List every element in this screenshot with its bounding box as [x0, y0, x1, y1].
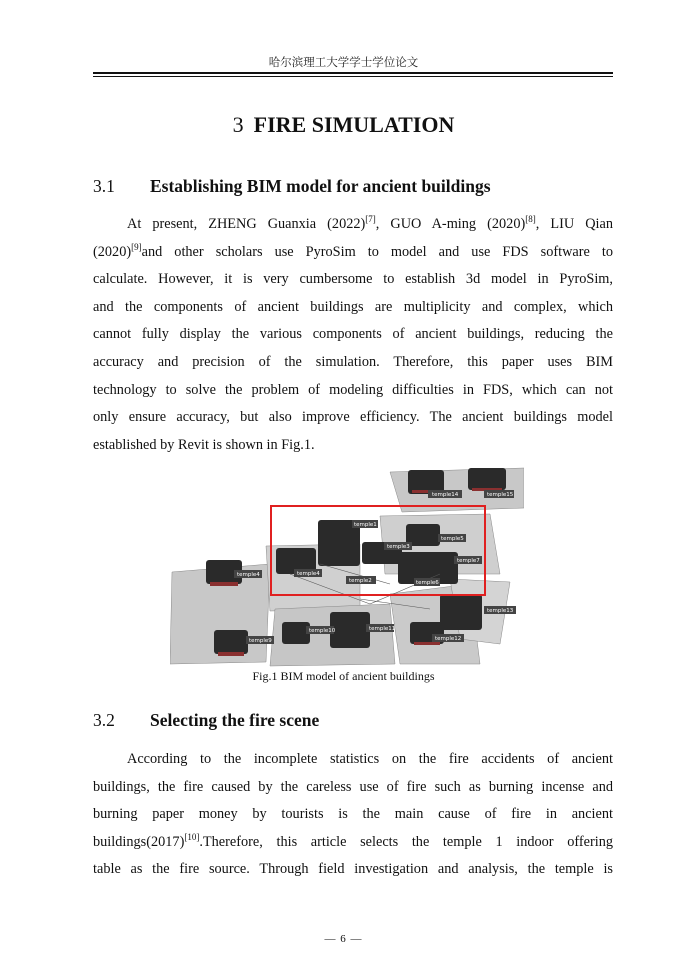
building — [440, 594, 482, 630]
citation: [8] — [525, 214, 536, 225]
section-title: Establishing BIM model for ancient buildings — [150, 176, 491, 196]
section-title: Selecting the fire scene — [150, 710, 320, 730]
paragraph-fire-scene — [93, 746, 613, 884]
header-rule-thin — [93, 76, 613, 77]
label-temple4: temple4 — [297, 571, 320, 577]
building — [330, 612, 370, 648]
label-temple9: temple9 — [249, 638, 272, 644]
building-base — [210, 582, 238, 586]
citation: [7] — [365, 214, 376, 225]
text-line: technology to solve the problem of modeling difficulties in FDS, which can not — [93, 381, 613, 398]
label-temple10: temple10 — [309, 628, 336, 634]
text-line: calculate. However, it is very cumbersome to establish 3d model in PyroSim, — [93, 271, 613, 288]
label-temple4-left: temple4 — [237, 572, 260, 578]
bim-model-figure — [170, 464, 524, 668]
figure-caption: Fig.1 BIM model of ancient buildings — [252, 669, 435, 683]
header-rule-thick — [93, 72, 613, 74]
label-temple5: temple5 — [441, 536, 464, 542]
label-temple11: temple11 — [369, 626, 396, 632]
label-temple14: temple14 — [432, 492, 459, 498]
building-base — [414, 642, 440, 645]
label-temple6: temple6 — [416, 580, 439, 586]
text-line: At present, ZHENG Guanxia (2022)[7], GUO A-ming (2020)[8], LIU Qian — [127, 214, 613, 232]
text-line: accuracy and precision of the simulation. Therefore, this paper uses BIM — [93, 353, 613, 370]
chapter-heading: FIRE SIMULATION — [253, 112, 455, 137]
citation: [9] — [131, 241, 142, 252]
section-number: 3.1 — [93, 176, 115, 196]
text-line: table as the fire source. Through field investigation and analysis, the temple is — [93, 861, 613, 878]
label-temple12: temple12 — [435, 636, 462, 642]
building — [468, 468, 506, 490]
text-line: and the components of ancient buildings are multiplicity and complex, which — [93, 298, 613, 315]
text-line: only ensure accuracy, but also improve efficiency. The ancient buildings model — [93, 409, 613, 426]
label-temple13: temple13 — [487, 608, 514, 614]
label-temple15: temple15 — [487, 492, 514, 498]
text-line: According to the incomplete statistics on the fire accidents of ancient — [127, 751, 613, 767]
page-number: — 6 — — [324, 933, 363, 945]
label-temple3: temple3 — [387, 544, 410, 550]
text-line: buildings, the fire caused by the careless use of fire such as burning incense and — [93, 778, 613, 795]
citation: [10] — [184, 832, 200, 843]
label-temple7: temple7 — [457, 558, 480, 564]
section-heading-3-1 — [93, 176, 491, 197]
label-temple2: temple2 — [349, 578, 372, 584]
section-number: 3.2 — [93, 710, 115, 730]
text-line: buildings(2017)[10].Therefore, this article selects the temple 1 indoor offering — [93, 832, 613, 850]
text-line: cannot fully display the various components of ancient buildings, reducing the — [93, 326, 613, 343]
running-header: 哈尔滨理工大学学士学位论文 — [268, 57, 419, 69]
chapter-title — [0, 112, 687, 138]
chapter-number: 3 — [232, 112, 244, 137]
label-temple1: temple1 — [354, 522, 377, 528]
text-line: (2020)[9]and other scholars use PyroSim to model and use FDS software to — [93, 241, 613, 260]
building-base — [218, 652, 244, 656]
building — [214, 630, 248, 654]
section-heading-3-2 — [93, 710, 319, 731]
text-line: burning paper money by tourists is the main cause of fire in ancient — [93, 806, 613, 823]
paragraph-bim-model — [93, 211, 613, 459]
text-line: established by Revit is shown in Fig.1. — [93, 436, 315, 453]
building — [282, 622, 310, 644]
